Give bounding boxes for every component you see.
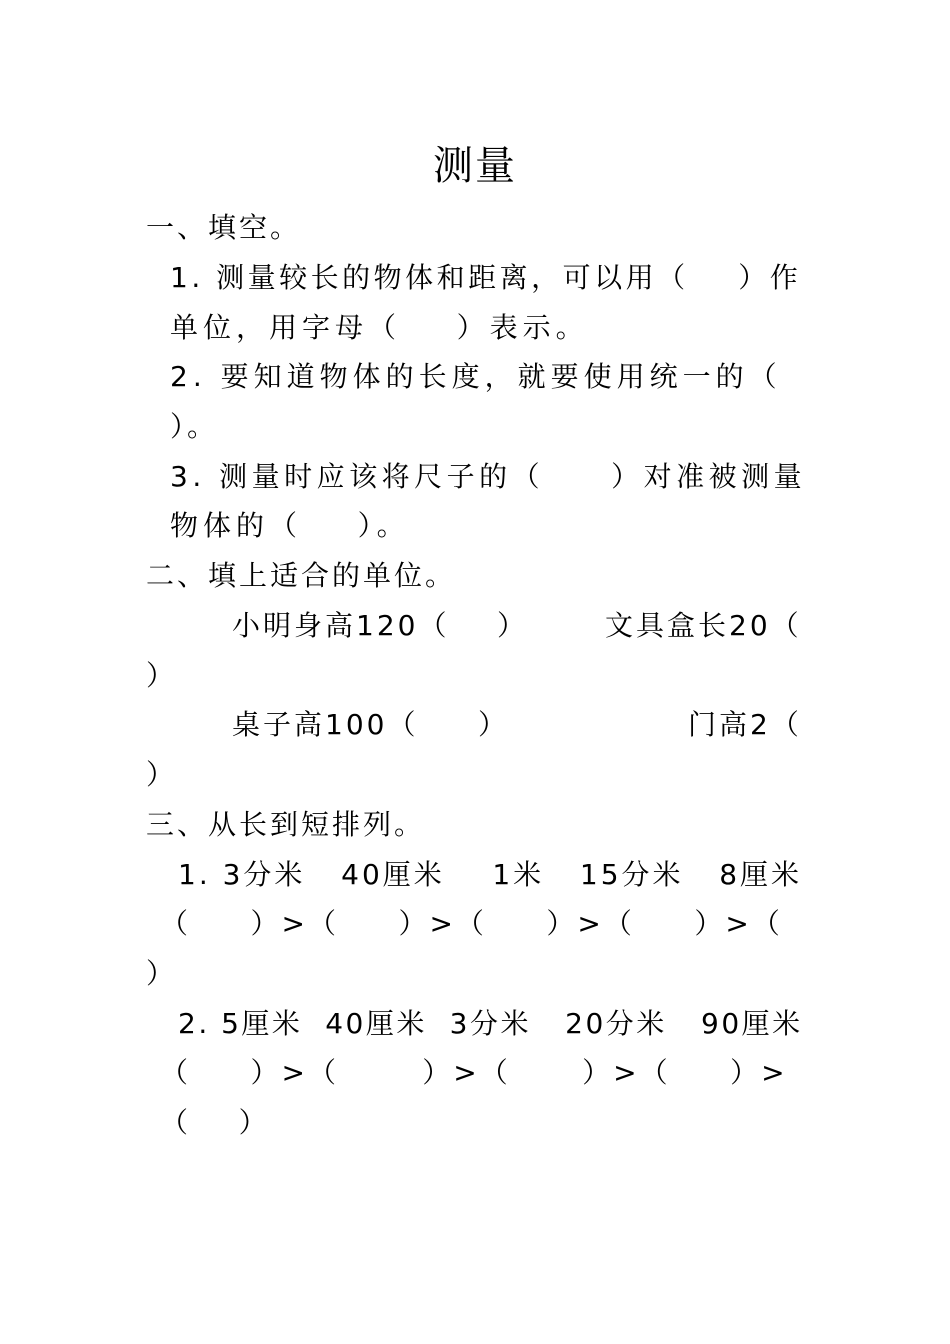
unit-item-pencil-box-cont: ） [146, 659, 178, 692]
order-q1-blanks-cont: ） [146, 957, 178, 990]
order-q2-blanks: （ ）>（ ）>（ ）>（ ）> [160, 1056, 788, 1089]
unit-item-door-cont: ） [146, 758, 178, 791]
q3-line2: 物体的（ ）。 [170, 509, 410, 542]
order-q1-blanks: （ ）>（ ）>（ ）>（ ）>（ [160, 907, 783, 940]
page-title: 测量 [433, 143, 517, 189]
unit-item-desk: 桌子高100（ ） [232, 708, 509, 741]
q2-line1: 2. 要知道物体的长度，就要使用统一的（ [170, 360, 782, 393]
order-q1-items: 1. 3分米 40厘米 1米 15分米 8厘米 [178, 858, 803, 891]
section2-heading: 二、填上适合的单位。 [146, 559, 457, 592]
q1-line1: 1. 测量较长的物体和距离，可以用（ ）作 [170, 261, 802, 294]
unit-item-pencil-box: 文具盒长20（ [605, 609, 802, 642]
q1-line2: 单位，用字母（ ）表示。 [170, 311, 589, 344]
q2-line2: ）。 [170, 410, 219, 443]
order-q2-items: 2. 5厘米 40厘米 3分米 20分米 90厘米 [178, 1007, 803, 1040]
unit-item-door: 门高2（ [688, 708, 802, 741]
section3-heading: 三、从长到短排列。 [146, 808, 426, 841]
section1-heading: 一、填空。 [146, 211, 302, 244]
q3-line1: 3. 测量时应该将尺子的（ ）对准被测量 [170, 460, 807, 493]
order-q2-blanks-cont: （ ） [160, 1106, 270, 1139]
unit-item-height: 小明身高120（ ） [232, 609, 529, 642]
